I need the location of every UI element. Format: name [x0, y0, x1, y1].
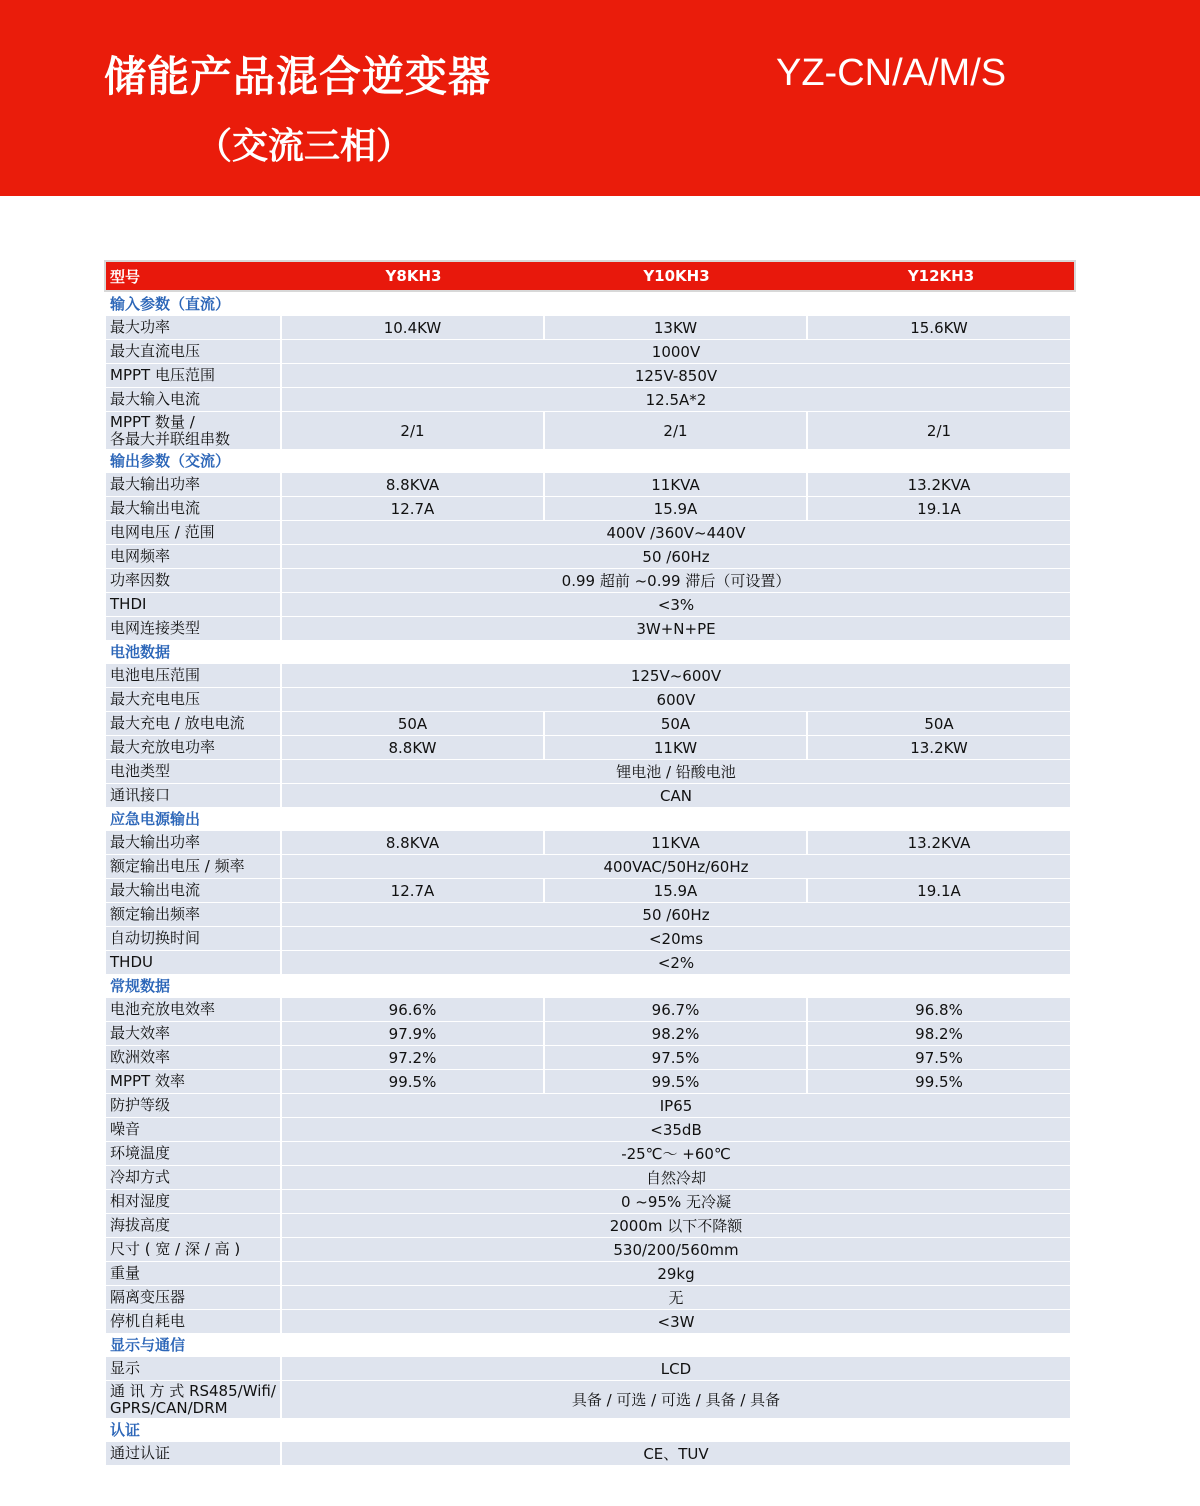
table-row [106, 712, 1074, 735]
table-row [106, 760, 1074, 783]
table-row [106, 340, 1074, 363]
section-title: 常规数据 [110, 977, 171, 995]
section-title: 显示与通信 [110, 1336, 186, 1354]
row-value: 13.2KVA [808, 831, 1070, 854]
model-code: YZ-CN/A/M/S [776, 52, 1007, 94]
row-label: 通过认证 [106, 1442, 280, 1465]
row-label: 尺寸 ( 宽 / 深 / 高 ) [106, 1238, 280, 1261]
row-value: 19.1A [808, 497, 1070, 520]
row-label: 最大充放电功率 [106, 736, 280, 759]
table-body [106, 292, 1074, 1465]
row-value: 99.5% [808, 1070, 1070, 1093]
row-label: 欧洲效率 [106, 1046, 280, 1069]
row-label: 隔离变压器 [106, 1286, 280, 1309]
row-value: 12.5A*2 [282, 388, 1070, 411]
row-value: 50A [545, 712, 806, 735]
table-row [106, 1357, 1074, 1380]
table-row [106, 736, 1074, 759]
row-label: 最大输出电流 [106, 879, 280, 902]
row-value: 3W+N+PE [282, 617, 1070, 640]
row-label: MPPT 电压范围 [106, 364, 280, 387]
table-row [106, 927, 1074, 950]
row-value: CAN [282, 784, 1070, 807]
row-value: 400VAC/50Hz/60Hz [282, 855, 1070, 878]
table-row [106, 569, 1074, 592]
row-value: 96.6% [282, 998, 543, 1021]
row-value: LCD [282, 1357, 1070, 1380]
row-value: 0 ~95% 无冷凝 [282, 1190, 1070, 1213]
section-title: 输出参数（交流） [110, 452, 231, 470]
row-label: 最大输出功率 [106, 831, 280, 854]
row-label: 防护等级 [106, 1094, 280, 1117]
row-value: 15.6KW [808, 316, 1070, 339]
row-value: 50A [282, 712, 543, 735]
table-row [106, 1286, 1074, 1309]
row-value: 600V [282, 688, 1070, 711]
row-value: 锂电池 / 铅酸电池 [282, 760, 1070, 783]
row-label: 电池充放电效率 [106, 998, 280, 1021]
row-value: 99.5% [545, 1070, 806, 1093]
row-value: 99.5% [282, 1070, 543, 1093]
row-value: 97.5% [808, 1046, 1070, 1069]
row-label: 最大输出电流 [106, 497, 280, 520]
table-row [106, 855, 1074, 878]
row-value: 11KVA [545, 831, 806, 854]
table-row [106, 688, 1074, 711]
header-cell-y10kh3: Y10KH3 [643, 267, 710, 285]
table-row [106, 1442, 1074, 1465]
section-title: 应急电源输出 [110, 810, 201, 828]
row-label: 最大直流电压 [106, 340, 280, 363]
row-label: 冷却方式 [106, 1166, 280, 1189]
row-label: THDU [106, 951, 280, 974]
table-row [106, 497, 1074, 520]
row-value: 12.7A [282, 497, 543, 520]
row-value: 2/1 [282, 412, 543, 449]
row-value: 0.99 超前 ~0.99 滞后（可设置） [282, 569, 1070, 592]
row-value: <20ms [282, 927, 1070, 950]
row-value: 11KW [545, 736, 806, 759]
page-title: 储能产品混合逆变器 [104, 52, 492, 101]
row-label: 显示 [106, 1357, 280, 1380]
row-value: 13.2KVA [808, 473, 1070, 496]
row-value: 自然冷却 [282, 1166, 1070, 1189]
row-label: THDI [106, 593, 280, 616]
row-value: 98.2% [808, 1022, 1070, 1045]
table-row [106, 1214, 1074, 1237]
row-value: 98.2% [545, 1022, 806, 1045]
table-row [106, 1166, 1074, 1189]
table-row [106, 617, 1074, 640]
table-row [106, 388, 1074, 411]
table-row [106, 1262, 1074, 1285]
row-label: 最大充电电压 [106, 688, 280, 711]
row-value: 125V-850V [282, 364, 1070, 387]
row-value: 1000V [282, 340, 1070, 363]
section-title: 电池数据 [110, 643, 171, 661]
row-label: 最大充电 / 放电电流 [106, 712, 280, 735]
row-label: 电网连接类型 [106, 617, 280, 640]
table-row [106, 1070, 1074, 1093]
row-label: 通 讯 方 式 RS485/Wifi/ GPRS/CAN/DRM [106, 1381, 280, 1418]
table-row [106, 545, 1074, 568]
row-value: 19.1A [808, 879, 1070, 902]
header-banner [0, 0, 1200, 196]
table-row [106, 1142, 1074, 1165]
row-label: MPPT 数量 / 各最大并联组串数 [106, 412, 280, 449]
table-row [106, 1310, 1074, 1333]
row-value: 8.8KVA [282, 831, 543, 854]
row-value: 125V~600V [282, 664, 1070, 687]
table-row [106, 831, 1074, 854]
table-row [106, 1381, 1074, 1418]
row-value: 50 /60Hz [282, 545, 1070, 568]
row-label: 自动切换时间 [106, 927, 280, 950]
row-value: 50 /60Hz [282, 903, 1070, 926]
row-value: -25℃～ +60℃ [282, 1142, 1070, 1165]
row-label: 环境温度 [106, 1142, 280, 1165]
table-row [106, 1094, 1074, 1117]
row-label: 电网电压 / 范围 [106, 521, 280, 544]
row-value: 2/1 [545, 412, 806, 449]
row-label: 电池类型 [106, 760, 280, 783]
row-label: 最大输出功率 [106, 473, 280, 496]
row-value: 97.5% [545, 1046, 806, 1069]
spec-table [106, 262, 1074, 1465]
page-subtitle: （交流三相） [196, 126, 413, 167]
table-row [106, 593, 1074, 616]
table-row [106, 998, 1074, 1021]
row-label: 电网频率 [106, 545, 280, 568]
table-row [106, 784, 1074, 807]
header-cell-y8kh3: Y8KH3 [385, 267, 442, 285]
row-label: 相对湿度 [106, 1190, 280, 1213]
row-value: IP65 [282, 1094, 1070, 1117]
header-cell-y12kh3: Y12KH3 [907, 267, 975, 285]
header-cell-model: 型号 [110, 267, 141, 286]
row-value: 8.8KVA [282, 473, 543, 496]
row-label: 海拔高度 [106, 1214, 280, 1237]
row-value: CE、TUV [282, 1442, 1070, 1465]
row-value: 50A [808, 712, 1070, 735]
row-label: 功率因数 [106, 569, 280, 592]
table-row [106, 1190, 1074, 1213]
row-value: 400V /360V~440V [282, 521, 1070, 544]
row-value: 29kg [282, 1262, 1070, 1285]
row-value: 11KVA [545, 473, 806, 496]
row-label: 停机自耗电 [106, 1310, 280, 1333]
row-value: 15.9A [545, 497, 806, 520]
row-label: 重量 [106, 1262, 280, 1285]
row-label: 通讯接口 [106, 784, 280, 807]
row-value: 96.7% [545, 998, 806, 1021]
table-row [106, 473, 1074, 496]
row-value: 12.7A [282, 879, 543, 902]
row-value: 97.2% [282, 1046, 543, 1069]
table-row [106, 1022, 1074, 1045]
row-value: 具备 / 可选 / 可选 / 具备 / 具备 [282, 1381, 1070, 1418]
table-row [106, 521, 1074, 544]
row-label: 额定输出电压 / 频率 [106, 855, 280, 878]
row-label: MPPT 效率 [106, 1070, 280, 1093]
row-label: 最大输入电流 [106, 388, 280, 411]
row-label: 噪音 [106, 1118, 280, 1141]
table-row [106, 903, 1074, 926]
row-value: 15.9A [545, 879, 806, 902]
row-value: 无 [282, 1286, 1070, 1309]
table-row [106, 664, 1074, 687]
row-value: 96.8% [808, 998, 1070, 1021]
table-row [106, 412, 1074, 449]
row-value: 530/200/560mm [282, 1238, 1070, 1261]
row-value: 13.2KW [808, 736, 1070, 759]
row-value: <2% [282, 951, 1070, 974]
table-row [106, 1046, 1074, 1069]
row-value: 8.8KW [282, 736, 543, 759]
row-value: <3W [282, 1310, 1070, 1333]
table-row [106, 1118, 1074, 1141]
row-label: 最大功率 [106, 316, 280, 339]
table-header [106, 262, 1074, 290]
row-value: 13KW [545, 316, 806, 339]
row-label: 最大效率 [106, 1022, 280, 1045]
row-value: 2000m 以下不降额 [282, 1214, 1070, 1237]
table-row [106, 1238, 1074, 1261]
row-value: <35dB [282, 1118, 1070, 1141]
row-value: 2/1 [808, 412, 1070, 449]
row-label: 电池电压范围 [106, 664, 280, 687]
table-row [106, 316, 1074, 339]
table-row [106, 364, 1074, 387]
table-row [106, 951, 1074, 974]
row-value: 10.4KW [282, 316, 543, 339]
row-label: 额定输出频率 [106, 903, 280, 926]
section-title: 认证 [110, 1421, 141, 1439]
row-value: <3% [282, 593, 1070, 616]
section-title: 输入参数（直流） [110, 295, 231, 313]
row-value: 97.9% [282, 1022, 543, 1045]
table-row [106, 879, 1074, 902]
